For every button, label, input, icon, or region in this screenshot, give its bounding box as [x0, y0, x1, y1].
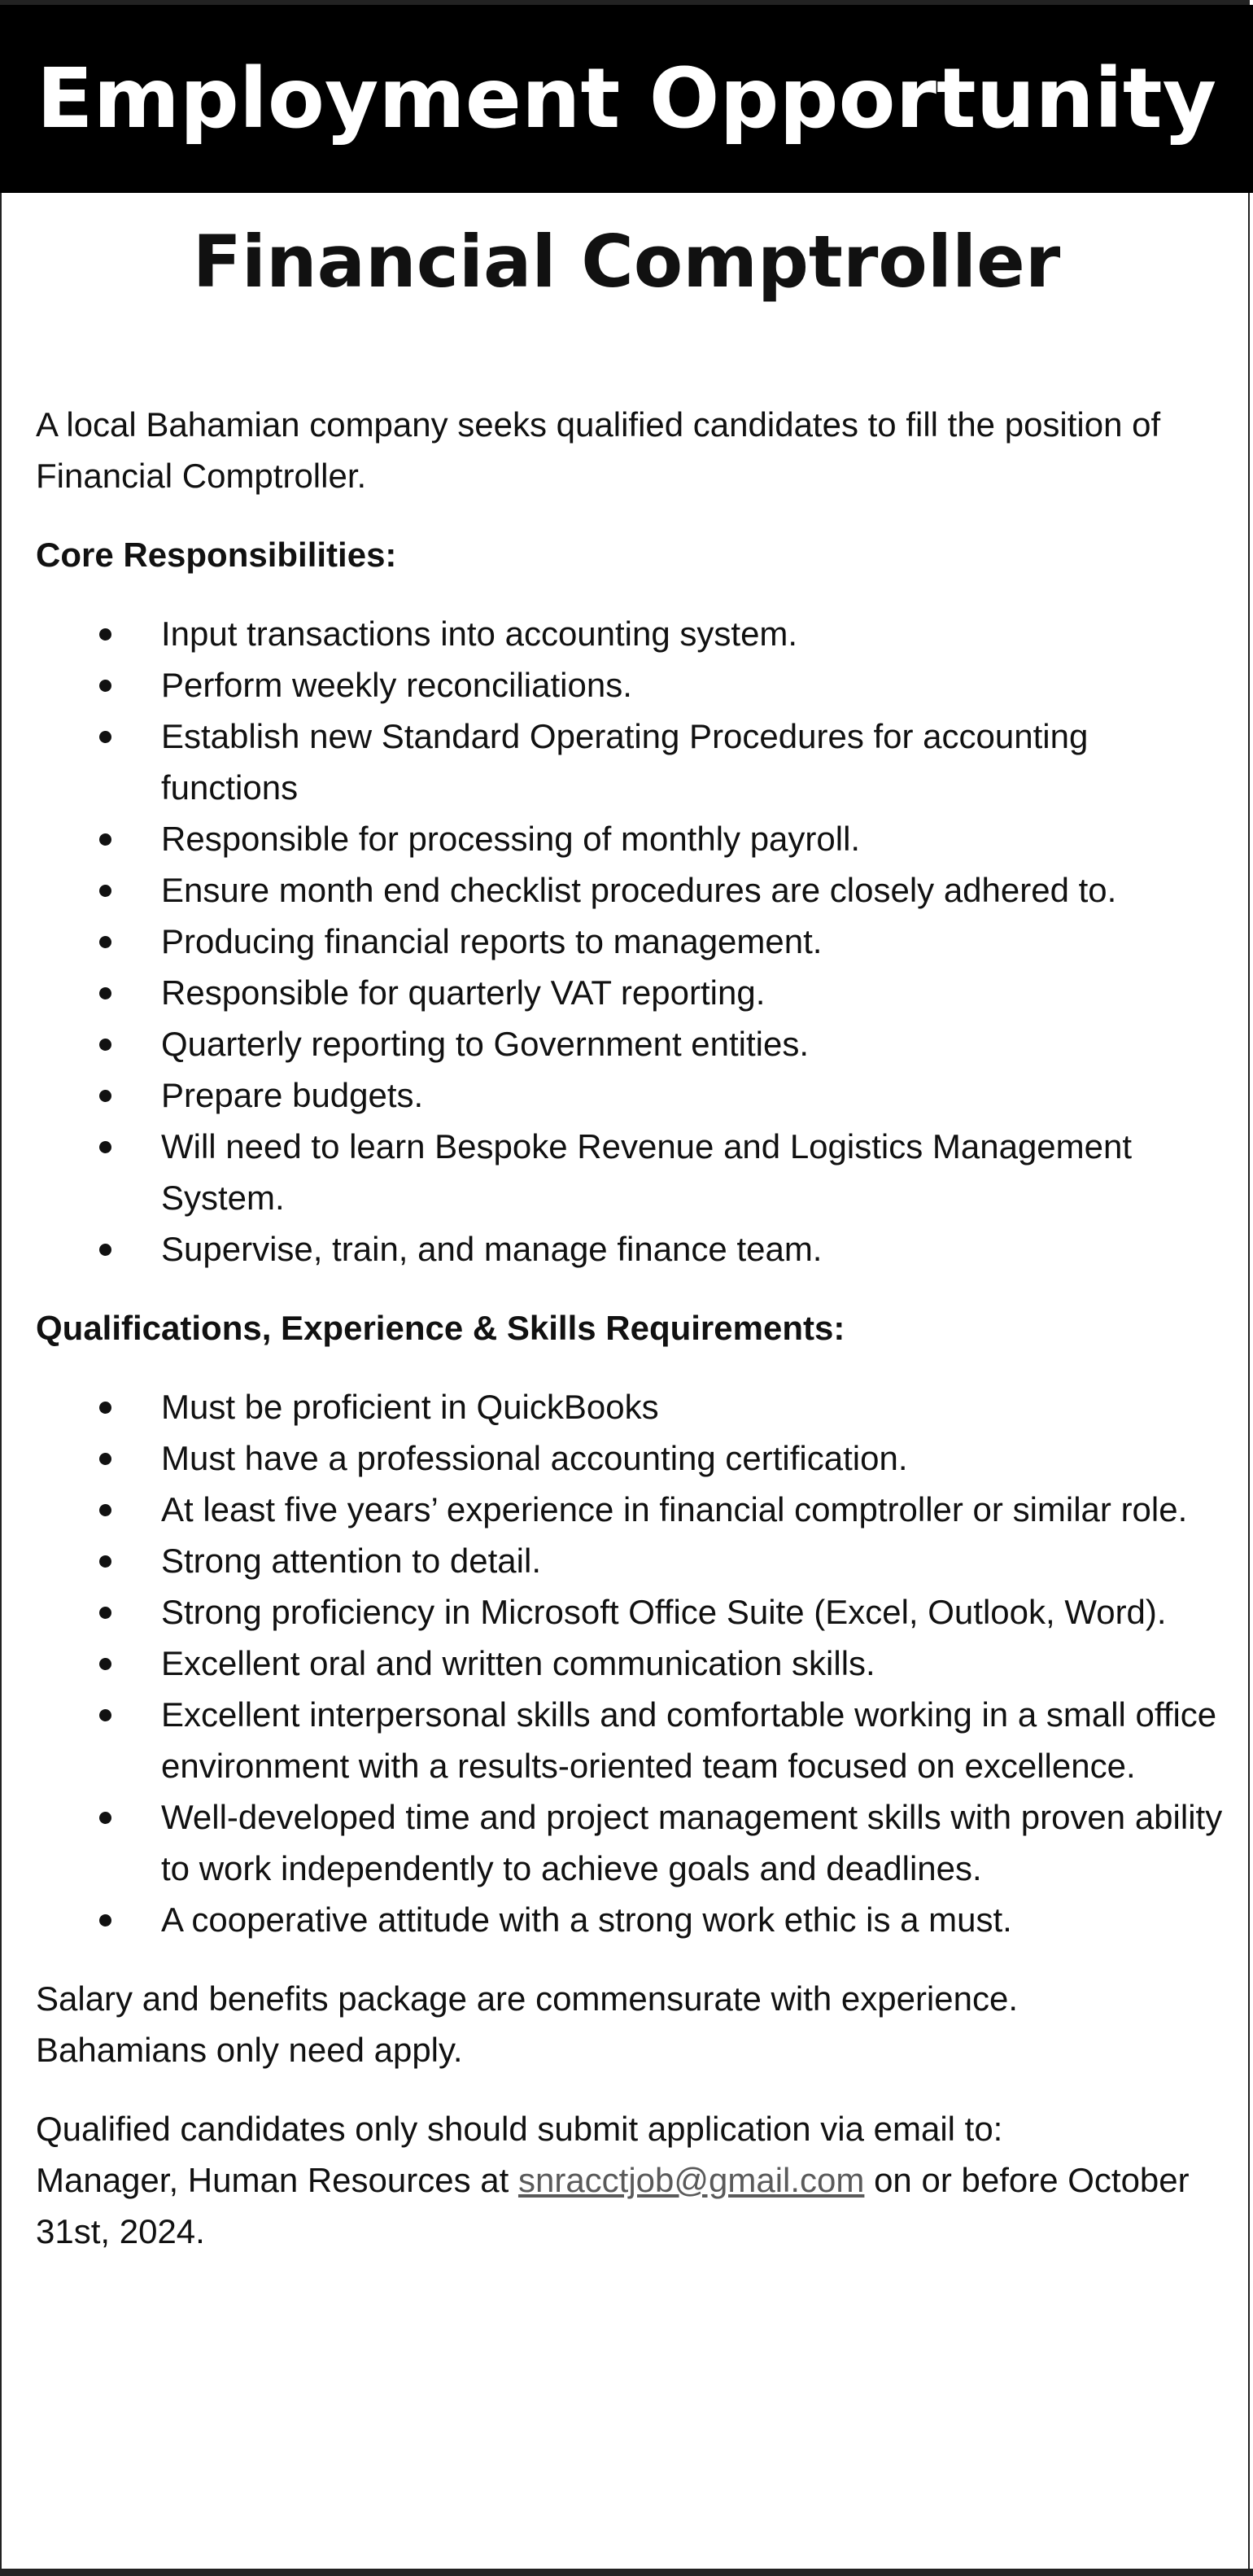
email-link[interactable]: snracctjob@gmail.com [517, 2161, 865, 2199]
list-item: Must be proficient in QuickBooks [36, 1381, 1224, 1432]
list-item: Responsible for processing of monthly payroll. [36, 813, 1224, 864]
eligibility-text: Bahamians only need apply. [36, 2031, 463, 2069]
list-item: Perform weekly reconciliations. [36, 659, 1224, 711]
list-item: Prepare budgets. [36, 1069, 1224, 1121]
salary-text: Salary and benefits package are commensurate with experience. [36, 1979, 1019, 2018]
list-item: Establish new Standard Operating Procedures for accounting functions [36, 711, 1224, 813]
qualifications-heading: Qualifications, Experience & Skills Requirements: [36, 1309, 845, 1347]
banner-title: Employment Opportunity [36, 50, 1217, 147]
bottom-border [0, 2569, 1253, 2576]
list-item: Quarterly reporting to Government entities. [36, 1018, 1224, 1069]
list-item: Input transactions into accounting system. [36, 608, 1224, 659]
responsibilities-heading: Core Responsibilities: [36, 536, 397, 574]
list-item: Supervise, train, and manage finance team. [36, 1223, 1224, 1275]
list-item: Excellent oral and written communication skills. [36, 1638, 1224, 1689]
header-banner [0, 5, 1253, 193]
list-item: Excellent interpersonal skills and comfortable working in a small office environment with a results-oriented team focused on excellence. [36, 1689, 1224, 1791]
job-title: Financial Comptroller [192, 220, 1061, 304]
list-item: Will need to learn Bespoke Revenue and Logistics Management System. [36, 1121, 1224, 1223]
application-instruction: Qualified candidates only should submit application via email to: [36, 2110, 1003, 2148]
qualifications-list [36, 1381, 1224, 1945]
list-item: Must have a professional accounting certification. [36, 1432, 1224, 1484]
list-item: Strong proficiency in Microsoft Office Suite (Excel, Outlook, Word). [36, 1586, 1224, 1638]
application-paragraph [36, 2103, 1224, 2257]
job-description [36, 399, 1224, 2285]
application-recipient: Manager, Human Resources at [36, 2161, 518, 2199]
intro-paragraph: A local Bahamian company seeks qualified candidates to fill the position of Financial Comptroller. [36, 405, 1161, 495]
salary-paragraph [36, 1973, 1224, 2075]
list-item: Well-developed time and project management skills with proven ability to work independently to achieve goals and deadlines. [36, 1791, 1224, 1894]
list-item: Ensure month end checklist procedures are closely adhered to. [36, 864, 1224, 916]
application-deadline: on or before October 31st, 2024. [36, 2161, 1190, 2250]
responsibilities-list [36, 608, 1224, 1275]
list-item: Responsible for quarterly VAT reporting. [36, 967, 1224, 1018]
list-item: Strong attention to detail. [36, 1535, 1224, 1586]
list-item: At least five years’ experience in financial comptroller or similar role. [36, 1484, 1224, 1535]
list-item: A cooperative attitude with a strong work ethic is a must. [36, 1894, 1224, 1945]
list-item: Producing financial reports to management. [36, 916, 1224, 967]
